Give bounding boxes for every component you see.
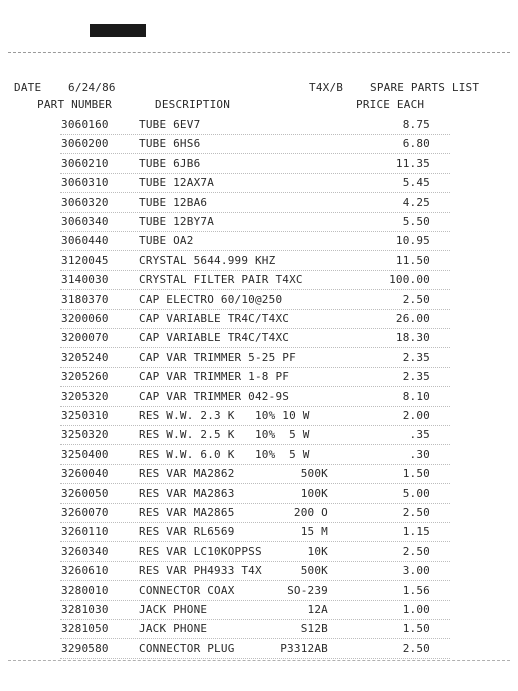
part-number: 3260340 — [61, 544, 109, 558]
part-price: 8.10 — [402, 389, 430, 403]
part-description: RES VAR MA2865 — [139, 506, 235, 519]
part-description: CAP VARIABLE TR4C/T4XC — [139, 331, 290, 345]
column-header-price: PRICE EACH — [356, 98, 425, 111]
part-price: 4.25 — [402, 195, 430, 209]
part-number: 3200070 — [61, 331, 109, 345]
table-row — [0, 619, 518, 639]
part-value: S12B — [300, 622, 328, 636]
part-number: 3060210 — [61, 156, 109, 170]
table-row — [0, 290, 518, 310]
part-number: 3060440 — [61, 234, 109, 248]
part-number: 3290580 — [61, 641, 109, 655]
list-title: SPARE PARTS LIST — [370, 81, 480, 94]
table-row — [0, 406, 518, 426]
part-price: 2.50 — [402, 544, 430, 558]
part-description: RES W.W. 2.3 K 10% 10 W — [139, 409, 310, 422]
part-number: 3180370 — [61, 292, 109, 306]
part-number: 3060200 — [61, 137, 109, 151]
table-row — [0, 212, 518, 232]
table-row — [0, 115, 518, 135]
table-row — [0, 173, 518, 193]
part-price: 5.00 — [402, 486, 430, 500]
table-row — [0, 503, 518, 523]
part-value: 200 O — [293, 506, 328, 519]
part-description: RES VAR MA2863 — [139, 486, 235, 500]
table-row — [0, 134, 518, 154]
part-number: 3250320 — [61, 428, 109, 442]
part-price: 1.50 — [402, 467, 430, 481]
part-description: CONNECTOR COAX — [139, 583, 235, 597]
part-description: TUBE 12AX7A — [139, 176, 215, 190]
model-code: T4X/B — [309, 81, 344, 94]
part-number: 3060340 — [61, 215, 109, 228]
part-description: RES W.W. 2.5 K 10% 5 W — [139, 428, 310, 442]
part-price: 6.80 — [402, 137, 430, 151]
part-price: 10.95 — [395, 234, 430, 248]
part-value: SO-239 — [287, 583, 328, 597]
table-row — [0, 581, 518, 601]
bottom-divider — [8, 660, 510, 661]
table-row — [0, 251, 518, 271]
part-description: JACK PHONE — [139, 603, 208, 616]
part-price: 1.50 — [402, 622, 430, 636]
part-description: RES VAR MA2862 — [139, 467, 235, 481]
top-divider — [8, 52, 510, 53]
part-description: RES VAR RL6569 — [139, 525, 235, 539]
part-number: 3205260 — [61, 370, 109, 384]
table-row — [0, 367, 518, 387]
part-price: 11.35 — [395, 156, 430, 170]
part-description: CAP VAR TRIMMER 042-9S — [139, 389, 290, 403]
column-header-part-number: PART NUMBER — [37, 98, 113, 111]
redacted-header-block — [90, 24, 146, 37]
part-number: 3280010 — [61, 583, 109, 597]
part-number: 3281030 — [61, 603, 109, 616]
part-description: TUBE OA2 — [139, 234, 194, 248]
part-value: 500K — [300, 564, 328, 578]
part-price: 5.45 — [402, 176, 430, 190]
table-row — [0, 328, 518, 348]
part-description: TUBE 6EV7 — [139, 118, 201, 131]
part-number: 3060160 — [61, 118, 109, 131]
part-description: JACK PHONE — [139, 622, 208, 636]
row-divider — [60, 658, 450, 659]
table-row — [0, 425, 518, 445]
part-description: TUBE 6HS6 — [139, 137, 201, 151]
part-number: 3120045 — [61, 253, 109, 267]
part-description: CAP VARIABLE TR4C/T4XC — [139, 312, 290, 325]
table-row — [0, 231, 518, 251]
part-price: 3.00 — [402, 564, 430, 578]
table-row — [0, 445, 518, 465]
part-description: TUBE 6JB6 — [139, 156, 201, 170]
part-number: 3260040 — [61, 467, 109, 481]
table-row — [0, 561, 518, 581]
part-price: .35 — [409, 428, 430, 442]
part-value: 12A — [307, 603, 328, 616]
part-number: 3281050 — [61, 622, 109, 636]
part-price: 1.00 — [402, 603, 430, 616]
part-description: RES W.W. 6.0 K 10% 5 W — [139, 447, 310, 461]
part-number: 3260110 — [61, 525, 109, 539]
part-price: .30 — [409, 447, 430, 461]
table-row — [0, 387, 518, 407]
table-row — [0, 542, 518, 562]
part-price: 100.00 — [389, 273, 430, 287]
table-row — [0, 484, 518, 504]
part-number: 3205240 — [61, 350, 109, 364]
table-row — [0, 348, 518, 368]
table-row — [0, 639, 518, 659]
part-value: 100K — [300, 486, 328, 500]
part-price: 2.50 — [402, 292, 430, 306]
table-row — [0, 522, 518, 542]
part-description: CRYSTAL 5644.999 KHZ — [139, 253, 276, 267]
table-row — [0, 600, 518, 620]
part-description: TUBE 12BY7A — [139, 215, 215, 228]
part-number: 3060320 — [61, 195, 109, 209]
part-price: 2.50 — [402, 641, 430, 655]
part-number: 3205320 — [61, 389, 109, 403]
part-price: 5.50 — [402, 215, 430, 228]
part-value: 500K — [300, 467, 328, 481]
part-description: TUBE 12BA6 — [139, 195, 208, 209]
part-number: 3260610 — [61, 564, 109, 578]
table-row — [0, 193, 518, 213]
part-price: 8.75 — [402, 118, 430, 131]
table-row — [0, 309, 518, 329]
part-price: 2.00 — [402, 409, 430, 422]
part-price: 11.50 — [395, 253, 430, 267]
part-description: CRYSTAL FILTER PAIR T4XC — [139, 273, 303, 287]
part-number: 3250310 — [61, 409, 109, 422]
part-price: 1.56 — [402, 583, 430, 597]
part-price: 2.35 — [402, 350, 430, 364]
table-row — [0, 154, 518, 174]
part-value: 10K — [307, 544, 328, 558]
part-description: CAP VAR TRIMMER 5-25 PF — [139, 350, 296, 364]
column-header-description: DESCRIPTION — [155, 98, 231, 111]
part-description: RES VAR LC10KOPPSS — [139, 544, 262, 558]
date-value: 6/24/86 — [68, 81, 116, 94]
part-value: 15 M — [300, 525, 328, 539]
part-number: 3140030 — [61, 273, 109, 287]
part-price: 1.15 — [402, 525, 430, 539]
part-price: 2.50 — [402, 506, 430, 519]
part-number: 3260070 — [61, 506, 109, 519]
table-row — [0, 464, 518, 484]
part-description: CONNECTOR PLUG — [139, 641, 235, 655]
part-number: 3200060 — [61, 312, 109, 325]
part-description: RES VAR PH4933 T4X — [139, 564, 262, 578]
part-number: 3250400 — [61, 447, 109, 461]
part-price: 2.35 — [402, 370, 430, 384]
part-description: CAP VAR TRIMMER 1-8 PF — [139, 370, 290, 384]
date-label: DATE — [14, 81, 42, 94]
part-price: 18.30 — [395, 331, 430, 345]
part-number: 3260050 — [61, 486, 109, 500]
part-number: 3060310 — [61, 176, 109, 190]
part-description: CAP ELECTRO 60/10@250 — [139, 292, 283, 306]
part-value: P3312AB — [280, 641, 328, 655]
table-row — [0, 270, 518, 290]
part-price: 26.00 — [395, 312, 430, 325]
